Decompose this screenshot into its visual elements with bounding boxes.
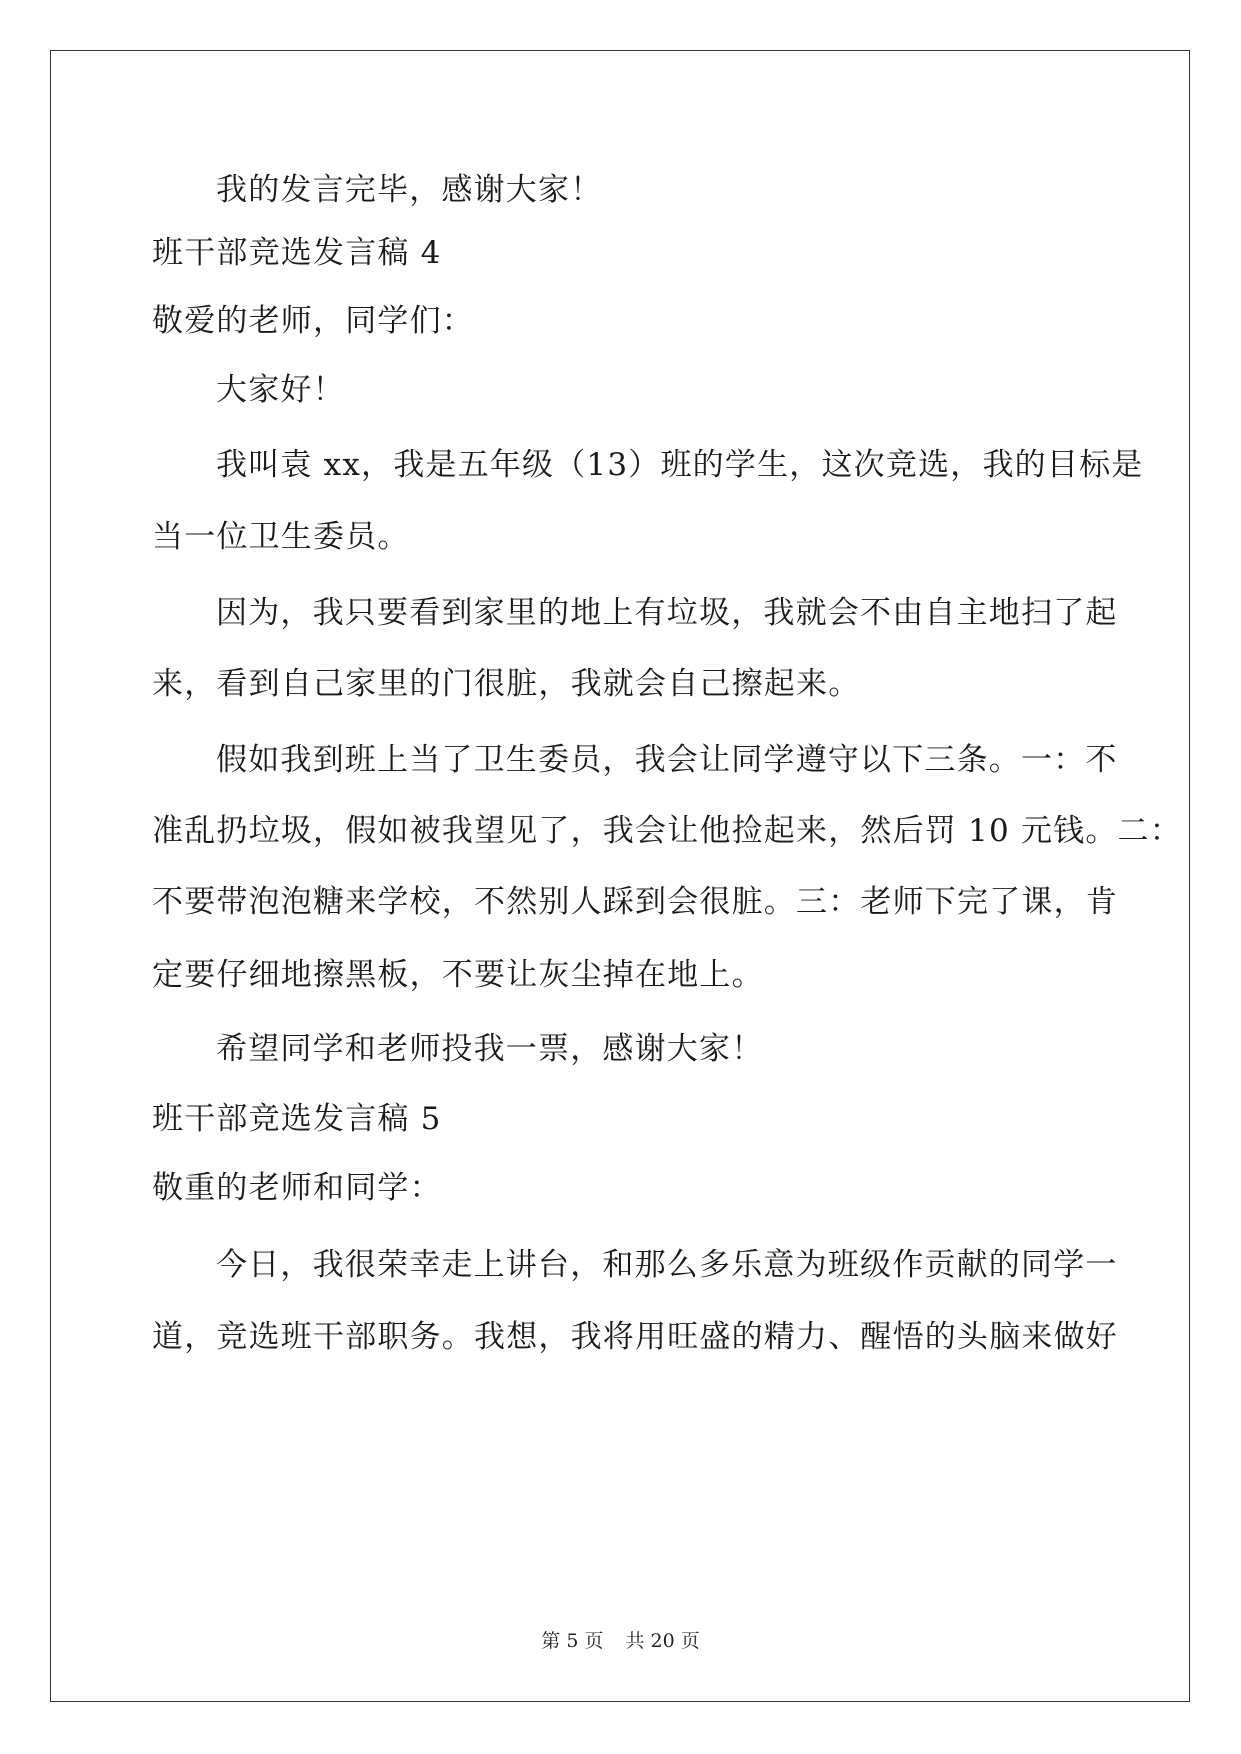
greeting: 大家好！	[216, 372, 345, 408]
paragraph-line: 不要带泡泡糖来学校，不然别人踩到会很脏。三：老师下完了课，肯	[152, 884, 1118, 920]
salutation: 敬爱的老师，同学们：	[152, 303, 474, 339]
paragraph-line: 来，看到自己家里的门很脏，我就会自己擦起来。	[152, 666, 861, 702]
paragraph-line: 道，竞选班干部职务。我想，我将用旺盛的精力、醒悟的头脑来做好	[152, 1319, 1118, 1355]
paragraph-closing: 我的发言完毕，感谢大家！	[216, 172, 603, 208]
salutation: 敬重的老师和同学：	[152, 1170, 442, 1206]
section-heading-5: 班干部竞选发言稿 5	[152, 1101, 442, 1137]
page-border	[50, 50, 1190, 1702]
paragraph-line: 我叫袁 xx，我是五年级（13）班的学生，这次竞选，我的目标是	[216, 447, 1144, 483]
page-number: 第 5 页	[541, 1630, 604, 1652]
page-footer	[0, 1629, 1241, 1653]
paragraph-line: 假如我到班上当了卫生委员，我会让同学遵守以下三条。一：不	[216, 742, 1118, 778]
paragraph-line: 因为，我只要看到家里的地上有垃圾，我就会不由自主地扫了起	[216, 595, 1118, 631]
paragraph-line: 今日，我很荣幸走上讲台，和那么多乐意为班级作贡献的同学一	[216, 1247, 1118, 1283]
section-heading-4: 班干部竞选发言稿 4	[152, 235, 442, 271]
paragraph-line: 定要仔细地擦黑板，不要让灰尘掉在地上。	[152, 957, 764, 993]
paragraph-line: 希望同学和老师投我一票，感谢大家！	[216, 1031, 764, 1067]
paragraph-line: 当一位卫生委员。	[152, 519, 410, 555]
paragraph-line: 准乱扔垃圾，假如被我望见了，我会让他捡起来，然后罚 10 元钱。二：	[152, 813, 1182, 849]
page-total: 共 20 页	[625, 1630, 700, 1652]
